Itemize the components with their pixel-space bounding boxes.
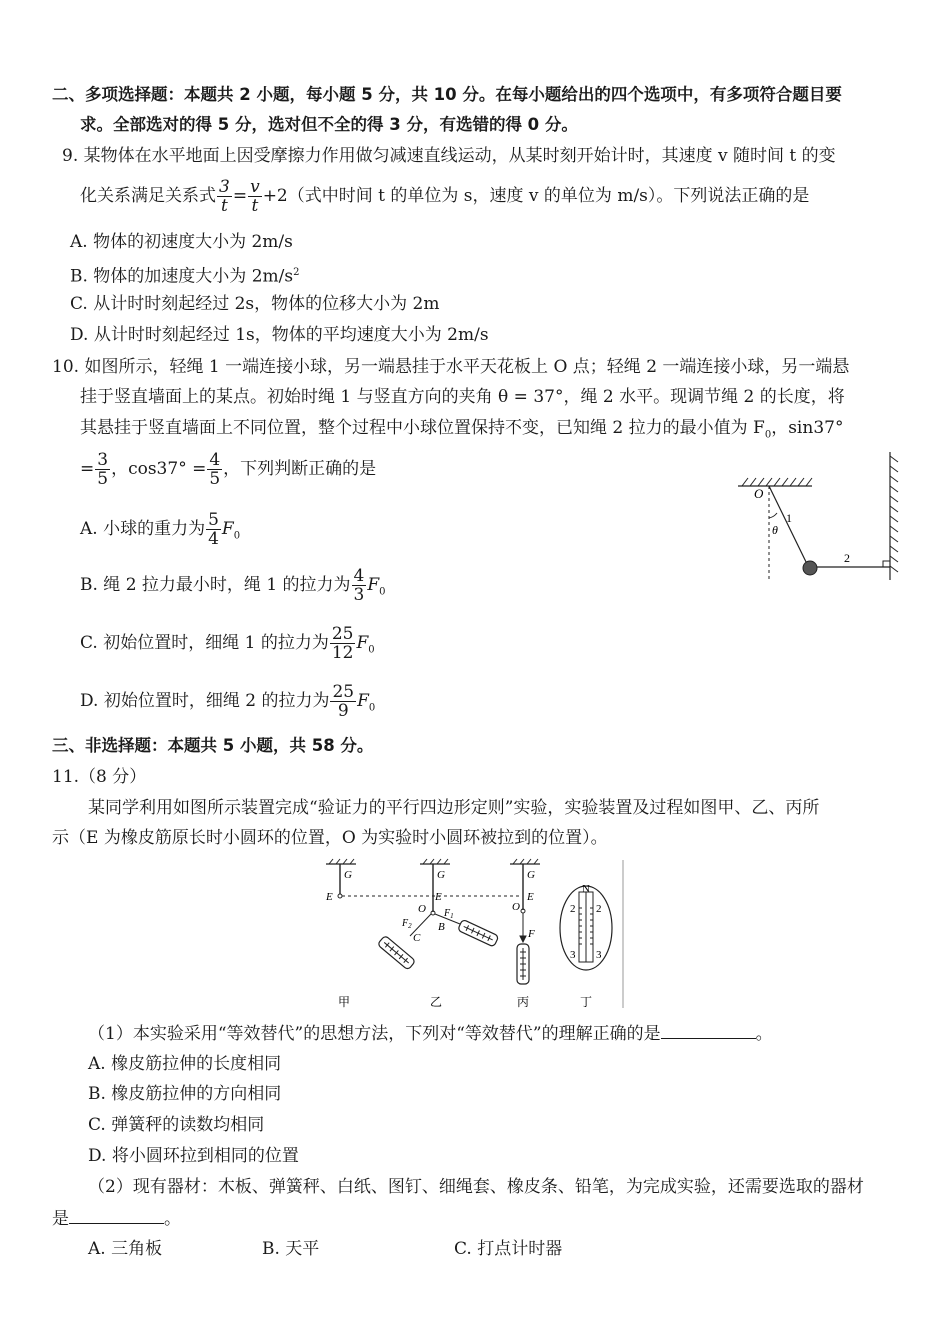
q11-part2-prompt-line2: 是 。 <box>52 1209 181 1229</box>
q11-part1-option-c: C. 弹簧秤的读数均相同 <box>88 1115 265 1135</box>
fig10-label-rope2: 2 <box>844 551 850 565</box>
svg-text:3: 3 <box>570 949 576 961</box>
q10-pendulum-figure <box>730 448 910 588</box>
svg-text:G: G <box>344 869 352 881</box>
q10-option-b: B. 绳 2 拉力最小时，绳 1 的拉力为 $\frac{4}{3}$ $F_0$ <box>80 566 386 605</box>
svg-text:2: 2 <box>596 903 602 915</box>
fig11-label-jia: 甲 <box>338 995 351 1009</box>
q11-apparatus-figure <box>320 858 630 1010</box>
q10-option-a: A. 小球的重力为 $\frac{5}{4}$ $F_0$ <box>80 510 241 549</box>
fig10-label-rope1: 1 <box>786 511 792 525</box>
q11-part2-choice-c: C. 打点计时器 <box>454 1239 563 1259</box>
q11-part1-option-a: A. 橡皮筋拉伸的长度相同 <box>88 1054 282 1074</box>
svg-text:3: 3 <box>596 949 602 961</box>
q9-fraction-2: $\frac{v}{t}$ <box>250 177 260 216</box>
q9-option-c: C. 从计时时刻起经过 2s，物体的位移大小为 2m <box>70 294 440 314</box>
q10-stem-line2: 挂于竖直墙面上的某点。初始时绳 1 与竖直方向的夹角 θ = 37°，绳 2 水平。现调节绳 2 的长度，将 <box>80 387 845 407</box>
q11-part1-option-b: B. 橡皮筋拉伸的方向相同 <box>88 1084 282 1104</box>
svg-text:G: G <box>437 869 445 881</box>
q9-stem-post: +2（式中时间 t 的单位为 s，速度 v 的单位为 m/s）。下列说法正确的是 <box>262 186 810 206</box>
q11-heading: 11.（8 分） <box>52 767 147 787</box>
section2-header-line2: 求。全部选对的得 5 分，选对但不全的得 3 分，有选错的得 0 分。 <box>80 115 578 134</box>
section3-header: 三、非选择题：本题共 5 小题，共 58 分。 <box>52 736 374 755</box>
q11-part1-answer-blank[interactable] <box>661 1022 756 1039</box>
q10-option-c: C. 初始位置时，细绳 1 的拉力为 $\frac{25}{12}$ $F_0$ <box>80 624 375 663</box>
svg-text:O: O <box>512 901 520 913</box>
q11-part2-choice-a: A. 三角板 <box>88 1239 163 1259</box>
q10-option-d: D. 初始位置时，细绳 2 的拉力为 $\frac{25}{9}$ $F_0$ <box>80 682 376 721</box>
fig10-label-o: O <box>754 486 764 501</box>
q9-stem-line1: 9. 某物体在水平地面上因受摩擦力作用做匀减速直线运动，从某时刻开始计时，其速度 v 随时间 t 的变 <box>62 146 836 166</box>
q11-stem-line2: 示（E 为橡皮筋原长时小圆环的位置，O 为实验时小圆环被拉到的位置）。 <box>52 828 608 848</box>
q10-stem-line1: 10. 如图所示，轻绳 1 一端连接小球，另一端悬挂于水平天花板上 O 点；轻绳 2 一端连接小球，另一端悬 <box>52 357 850 377</box>
svg-text:G: G <box>527 869 535 881</box>
q9-option-a: A. 物体的初速度大小为 2m/s <box>70 232 293 252</box>
q11-part2-choice-b: B. 天平 <box>262 1239 320 1259</box>
svg-text:N: N <box>582 883 590 895</box>
q9-stem-line2 <box>80 177 809 215</box>
svg-text:C: C <box>413 932 421 944</box>
q11-part1-option-d: D. 将小圆环拉到相同的位置 <box>88 1146 299 1166</box>
svg-text:F1: $F_1$ <box>444 908 454 920</box>
fig11-label-ding: 丁 <box>580 995 593 1009</box>
svg-text:2: 2 <box>570 903 576 915</box>
q9-fraction-1: $\frac{3}{t}$ <box>219 177 230 216</box>
q9-equals: = <box>232 186 248 206</box>
svg-text:E: E <box>527 891 534 903</box>
q9-option-d: D. 从计时时刻起经过 1s，物体的平均速度大小为 2m/s <box>70 325 489 345</box>
q11-part2-answer-blank[interactable] <box>69 1207 164 1224</box>
svg-text:E: E <box>435 891 442 903</box>
fig11-label-bing: 丙 <box>517 995 530 1009</box>
q11-part1-prompt: （1）本实验采用“等效替代”的思想方法，下列对“等效替代”的理解正确的是 。 <box>88 1024 773 1044</box>
q10-stem-line4: = $\frac{3}{5}$ ，cos37° = $\frac{4}{5}$ ，下列判断正确的是 <box>80 450 377 489</box>
svg-text:F2: $F_2$ <box>402 918 412 930</box>
q9-option-b: B. 物体的加速度大小为 $2m/s^2$ <box>70 266 300 287</box>
q11-stem-line1: 某同学利用如图所示装置完成“验证力的平行四边形定则”实验，实验装置及过程如图甲、乙、丙所 <box>88 798 820 818</box>
fig11-label-yi: 乙 <box>430 995 443 1009</box>
q10-stem-line3: 其悬挂于竖直墙面上不同位置，整个过程中小球位置保持不变，已知绳 2 拉力的最小值为 $F_0$，sin37° <box>80 418 844 441</box>
q11-part2-prompt: （2）现有器材：木板、弹簧秤、白纸、图钉、细绳套、橡皮条、铅笔，为完成实验，还需要选取的器材 <box>88 1177 864 1197</box>
svg-text:B: B <box>438 921 445 933</box>
svg-text:O: O <box>418 903 426 915</box>
q9-stem-pre: 化关系满足关系式 <box>80 186 216 206</box>
svg-text:E: E <box>326 891 333 903</box>
fig10-label-theta: θ <box>772 523 778 537</box>
svg-text:F: F <box>528 928 535 940</box>
section2-header-line1: 二、多项选择题：本题共 2 小题，每小题 5 分，共 10 分。在每小题给出的四个选项中，有多项符合题目要 <box>52 85 842 104</box>
